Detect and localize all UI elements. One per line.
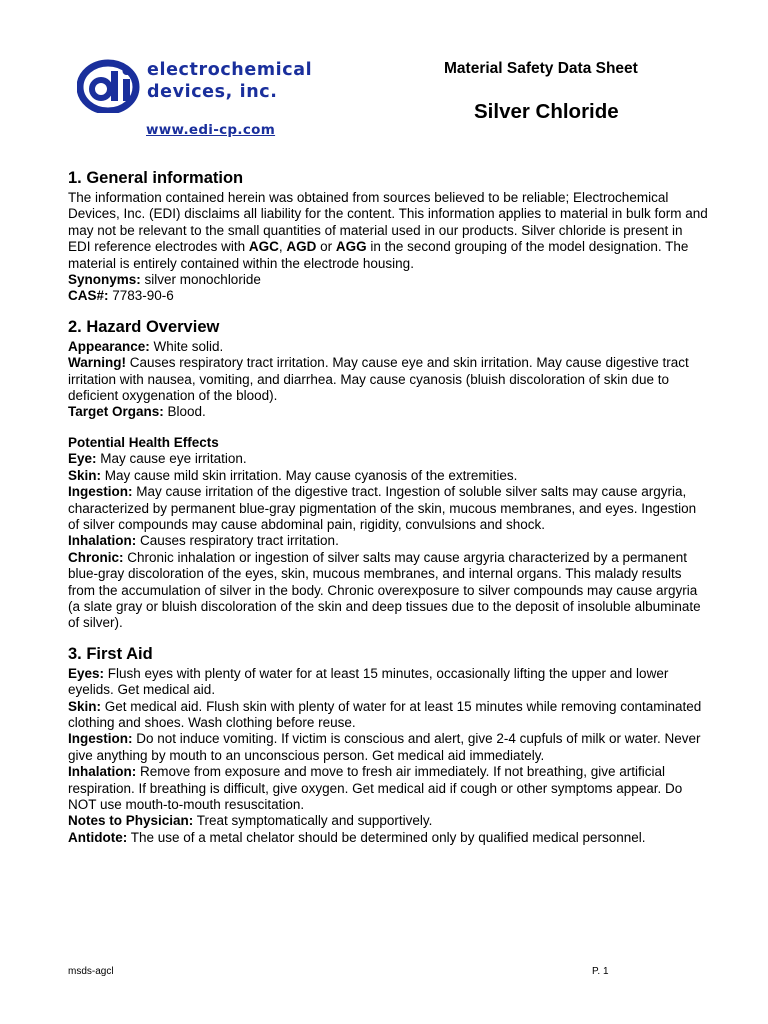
cas-line <box>68 288 708 304</box>
footer-page-number: P. 1 <box>592 966 609 977</box>
website-link[interactable]: www.edi-cp.com <box>146 122 276 138</box>
field-label: Eye: <box>68 451 97 467</box>
section-title: 1. General information <box>68 169 244 187</box>
inhalation-effects-line <box>68 533 708 549</box>
target-organs-line <box>68 404 708 420</box>
ingestion-effects-line <box>68 484 708 533</box>
footer-doc-code: msds-agcl <box>68 966 114 977</box>
field-label: Ingestion: <box>68 484 133 500</box>
model-code-agg: AGG <box>335 239 367 255</box>
field-value: Chronic inhalation or ingestion of silver salts may cause argyria characterized by a permanent blue-gray discoloration of the eyes, skin, mucous membranes, and internal organs. This malady results from the accumulation of silver in the body. Chronic overexposure to silver compounds may cause argyria (a slate gray or bluish discoloration of the skin and deep tissues due to the deposit of insoluble albuminate of silver). <box>68 549 701 631</box>
field-label: Synonyms: <box>68 272 141 288</box>
field-label: Skin: <box>68 698 102 714</box>
edi-logo-icon <box>77 57 143 113</box>
field-value: Causes respiratory tract irritation. <box>136 533 339 549</box>
potential-health-effects-heading: Potential Health Effects <box>68 434 219 450</box>
first-aid-eyes-line <box>68 666 708 699</box>
field-value: Causes respiratory tract irritation. May cause eye and skin irritation. May cause digestive tract irritation with nausea, vomiting, and diarrhea. May cause cyanosis (bluish discoloration of skin due to deficient oxygenation of the blood). <box>68 355 689 404</box>
field-label: Inhalation: <box>68 533 137 549</box>
section-title: 2. Hazard Overview <box>68 317 220 336</box>
general-intro: The information contained herein was obtained from sources believed to be reliable; Electrochemical Devices, Inc. (EDI) disclaims all liability for the content. This information applies to material in bulk form and may not be relevant to the small quantities of material used in our products. Silver chloride is present in EDI reference electrodes with AGC, AGD or AGG in the second grouping of the model designation. The material is entirely contained within the electrode housing. <box>68 190 708 271</box>
field-label: Notes to Physician: <box>68 813 194 829</box>
section-title: 3. First Aid <box>68 644 153 663</box>
first-aid-ingestion-line <box>68 731 708 764</box>
field-value: 7783-90-6 <box>108 288 174 304</box>
chronic-effects-line <box>68 550 708 632</box>
appearance-line <box>68 339 708 355</box>
company-name-line1: electrochemical <box>147 60 313 80</box>
field-value: Get medical aid. Flush skin with plenty of water for at least 15 minutes while removing contaminated clothing and shoes. Wash clothing before reuse. <box>68 698 702 730</box>
eye-effects-line <box>68 451 708 467</box>
field-value: May cause mild skin irritation. May cause cyanosis of the extremities. <box>101 467 518 483</box>
field-label: Chronic: <box>68 549 124 565</box>
field-label: Antidote: <box>68 829 128 845</box>
field-label: Skin: <box>68 467 102 483</box>
section-first-aid <box>68 644 708 846</box>
document-type: Material Safety Data Sheet <box>444 60 638 77</box>
section-general-information <box>68 168 708 305</box>
field-value: Flush eyes with plenty of water for at least 15 minutes, occasionally lifting the upper and lower eyelids. Get medical aid. <box>68 665 669 698</box>
field-value: May cause irritation of the digestive tract. Ingestion of soluble silver salts may cause argyria, characterized by permanent blue-gray pigmentation of the skin, mucous membranes, and eyes. Ingestion of silver compounds may cause abdominal pain, rigidity, convulsions and shock. <box>68 484 697 532</box>
field-value: Remove from exposure and move to fresh air immediately. If not breathing, give artificial respiration. If breathing is difficult, give oxygen. Get medical aid if cough or other symptoms appear. Do NOT use mouth-to-mouth resuscitation. <box>68 764 683 812</box>
document-subject: Silver Chloride <box>474 100 619 123</box>
field-value: White solid. <box>149 338 224 354</box>
notes-to-physician-line <box>68 813 708 829</box>
field-value: silver monochloride <box>140 272 261 288</box>
field-value: The use of a metal chelator should be determined only by qualified medical personnel. <box>127 829 646 845</box>
field-label: Target Organs: <box>68 404 164 420</box>
skin-effects-line <box>68 468 708 484</box>
document-body <box>68 168 708 858</box>
warning-line <box>68 355 708 404</box>
company-name-line2: devices, inc. <box>147 82 278 102</box>
field-label: CAS#: <box>68 288 109 304</box>
antidote-line <box>68 830 708 846</box>
field-label: Inhalation: <box>68 764 137 780</box>
model-code-agd: AGD <box>286 239 317 255</box>
company-name <box>147 59 312 103</box>
field-value: Blood. <box>163 404 206 420</box>
field-value: May cause eye irritation. <box>96 451 247 467</box>
synonyms-line <box>68 272 708 288</box>
field-label: Ingestion: <box>68 731 133 747</box>
field-label: Eyes: <box>68 665 105 681</box>
field-value: Do not induce vomiting. If victim is conscious and alert, give 2-4 cupfuls of milk or water. Never give anything by mouth to an unconscious person. Get medical aid immediately. <box>68 731 701 763</box>
field-label: Warning! <box>68 355 126 371</box>
section-hazard-overview <box>68 317 708 632</box>
first-aid-inhalation-line <box>68 764 708 813</box>
field-label: Appearance: <box>68 338 150 354</box>
model-code-agc: AGC <box>248 239 279 255</box>
first-aid-skin-line <box>68 699 708 732</box>
field-value: Treat symptomatically and supportively. <box>193 813 433 829</box>
